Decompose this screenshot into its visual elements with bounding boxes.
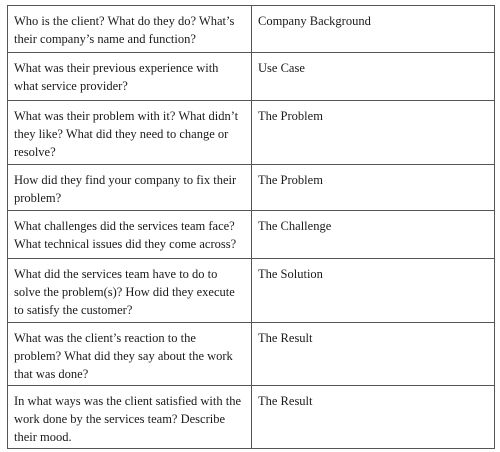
section-cell: The Problem xyxy=(252,165,495,211)
question-cell: What was the client’s reaction to the problem? What did they say about the work that was done? xyxy=(8,323,252,386)
table-row xyxy=(8,101,495,165)
section-cell: Company Background xyxy=(252,6,495,53)
table-row xyxy=(8,323,495,386)
table-row xyxy=(8,165,495,211)
section-cell: The Result xyxy=(252,386,495,449)
table-row xyxy=(8,53,495,101)
table-row xyxy=(8,259,495,323)
case-study-question-table xyxy=(7,5,495,449)
question-cell: What challenges did the services team face? What technical issues did they come across? xyxy=(8,211,252,259)
question-cell: What did the services team have to do to solve the problem(s)? How did they execute to satisfy the customer? xyxy=(8,259,252,323)
section-cell: The Solution xyxy=(252,259,495,323)
question-cell: What was their problem with it? What didn’t they like? What did they need to change or resolve? xyxy=(8,101,252,165)
table-row xyxy=(8,211,495,259)
table-row xyxy=(8,386,495,449)
question-cell: In what ways was the client satisfied with the work done by the services team? Describe their mood. xyxy=(8,386,252,449)
table-row xyxy=(8,6,495,53)
question-cell: Who is the client? What do they do? What’s their company’s name and function? xyxy=(8,6,252,53)
section-cell: Use Case xyxy=(252,53,495,101)
section-cell: The Problem xyxy=(252,101,495,165)
question-cell: What was their previous experience with what service provider? xyxy=(8,53,252,101)
question-cell: How did they find your company to fix their problem? xyxy=(8,165,252,211)
section-cell: The Challenge xyxy=(252,211,495,259)
section-cell: The Result xyxy=(252,323,495,386)
